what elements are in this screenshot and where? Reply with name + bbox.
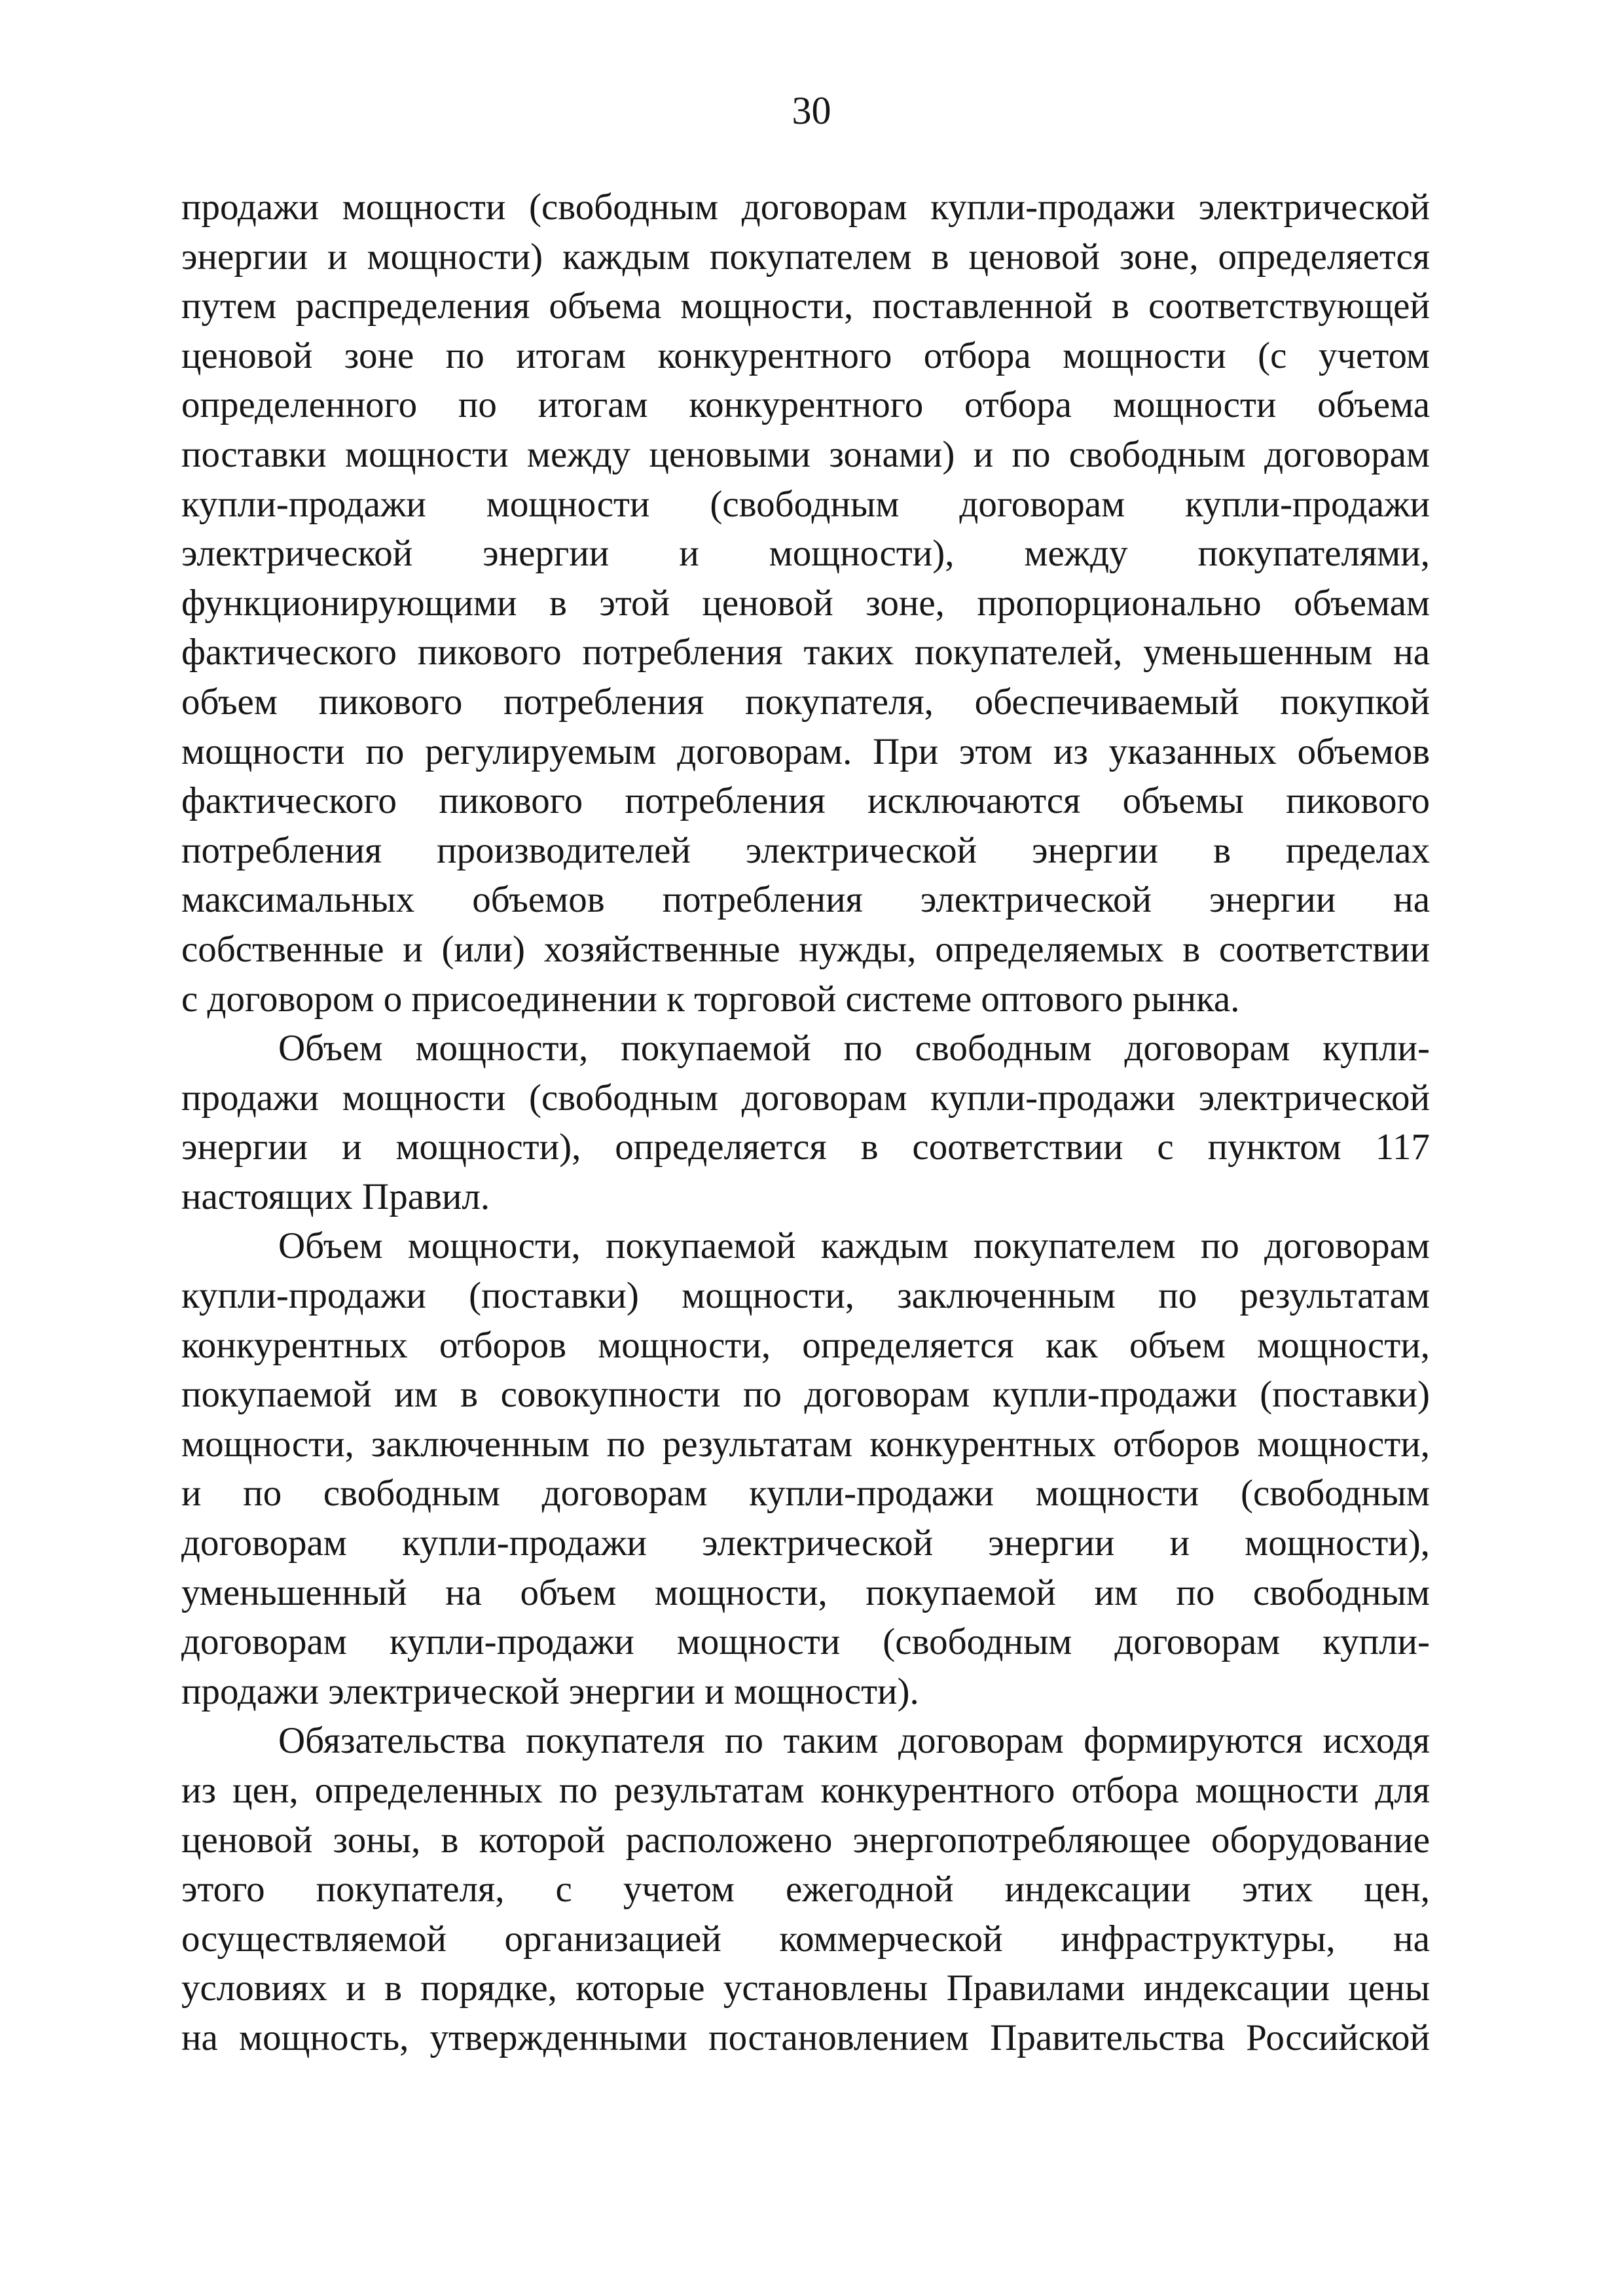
text-line: Объем мощности, покупаемой каждым покупателем по договорам xyxy=(278,1225,1430,1267)
text-line: максимальных объемов потребления электрической энергии на xyxy=(181,879,1430,921)
text-line: потребления производителей электрической энергии в пределах xyxy=(181,829,1430,871)
paragraph xyxy=(181,1024,1430,1221)
text-line: энергии и мощности) каждым покупателем в ценовой зоне, определяется xyxy=(181,236,1430,278)
text-line: договорам купли-продажи мощности (свободным договорам купли- xyxy=(181,1621,1430,1663)
text-line: этого покупателя, с учетом ежегодной индексации этих цен, xyxy=(181,1869,1430,1910)
text-line: энергии и мощности), определяется в соответствии с пунктом 117 xyxy=(181,1126,1430,1168)
text-line: договорам купли-продажи электрической энергии и мощности), xyxy=(181,1522,1430,1564)
text-line: мощности, заключенным по результатам конкурентных отборов мощности, xyxy=(181,1423,1430,1465)
text-line: мощности по регулируемым договорам. При этом из указанных объемов xyxy=(181,730,1430,772)
text-line: объем пикового потребления покупателя, обеспечиваемый покупкой xyxy=(181,681,1430,723)
text-line: на мощность, утвержденными постановлением Правительства Российской xyxy=(181,2017,1430,2058)
text-line: собственные и (или) хозяйственные нужды, определяемых в соответствии xyxy=(181,928,1430,970)
page-number: 30 xyxy=(792,89,831,132)
text-line: конкурентных отборов мощности, определяется как объем мощности, xyxy=(181,1324,1430,1366)
text-line: путем распределения объема мощности, поставленной в соответствующей xyxy=(181,285,1430,327)
text-line: Обязательства покупателя по таким договорам формируются исходя xyxy=(278,1720,1430,1762)
text-line: поставки мощности между ценовыми зонами) и по свободным договорам xyxy=(181,433,1430,475)
text-line: продажи электрической энергии и мощности). xyxy=(181,1670,919,1712)
text-line: и по свободным договорам купли-продажи мощности (свободным xyxy=(181,1473,1430,1515)
text-line: с договором о присоединении к торговой системе оптового рынка. xyxy=(181,978,1240,1020)
text-line: покупаемой им в совокупности по договорам купли-продажи (поставки) xyxy=(181,1374,1430,1416)
text-line: определенного по итогам конкурентного отбора мощности объема xyxy=(181,384,1430,426)
paragraph xyxy=(181,1221,1430,1716)
text-line: уменьшенный на объем мощности, покупаемой им по свободным xyxy=(181,1571,1430,1613)
text-line: продажи мощности (свободным договорам купли-продажи электрической xyxy=(181,187,1430,228)
text-line: фактического пикового потребления исключаются объемы пикового xyxy=(181,780,1430,822)
text-line: купли-продажи (поставки) мощности, заключенным по результатам xyxy=(181,1275,1430,1317)
text-line: продажи мощности (свободным договорам купли-продажи электрической xyxy=(181,1077,1430,1119)
text-line: условиях и в порядке, которые установлены Правилами индексации цены xyxy=(181,1967,1430,2009)
text-line: функционирующими в этой ценовой зоне, пропорционально объемам xyxy=(181,582,1430,624)
body-text xyxy=(181,183,1430,2063)
text-line: ценовой зоне по итогам конкурентного отбора мощности (с учетом xyxy=(181,334,1430,376)
text-line: Объем мощности, покупаемой по свободным договорам купли- xyxy=(278,1028,1430,1069)
text-line: настоящих Правил. xyxy=(181,1175,490,1217)
text-line: электрической энергии и мощности), между покупателями, xyxy=(181,533,1430,575)
paragraph xyxy=(181,183,1430,1024)
text-line: ценовой зоны, в которой расположено энергопотребляющее оборудование xyxy=(181,1819,1430,1861)
text-line: фактического пикового потребления таких покупателей, уменьшенным на xyxy=(181,632,1430,673)
paragraph xyxy=(181,1716,1430,2062)
text-line: купли-продажи мощности (свободным договорам купли-продажи xyxy=(181,483,1430,525)
text-line: из цен, определенных по результатам конкурентного отбора мощности для xyxy=(181,1770,1430,1811)
text-line: осуществляемой организацией коммерческой инфраструктуры, на xyxy=(181,1918,1430,1960)
